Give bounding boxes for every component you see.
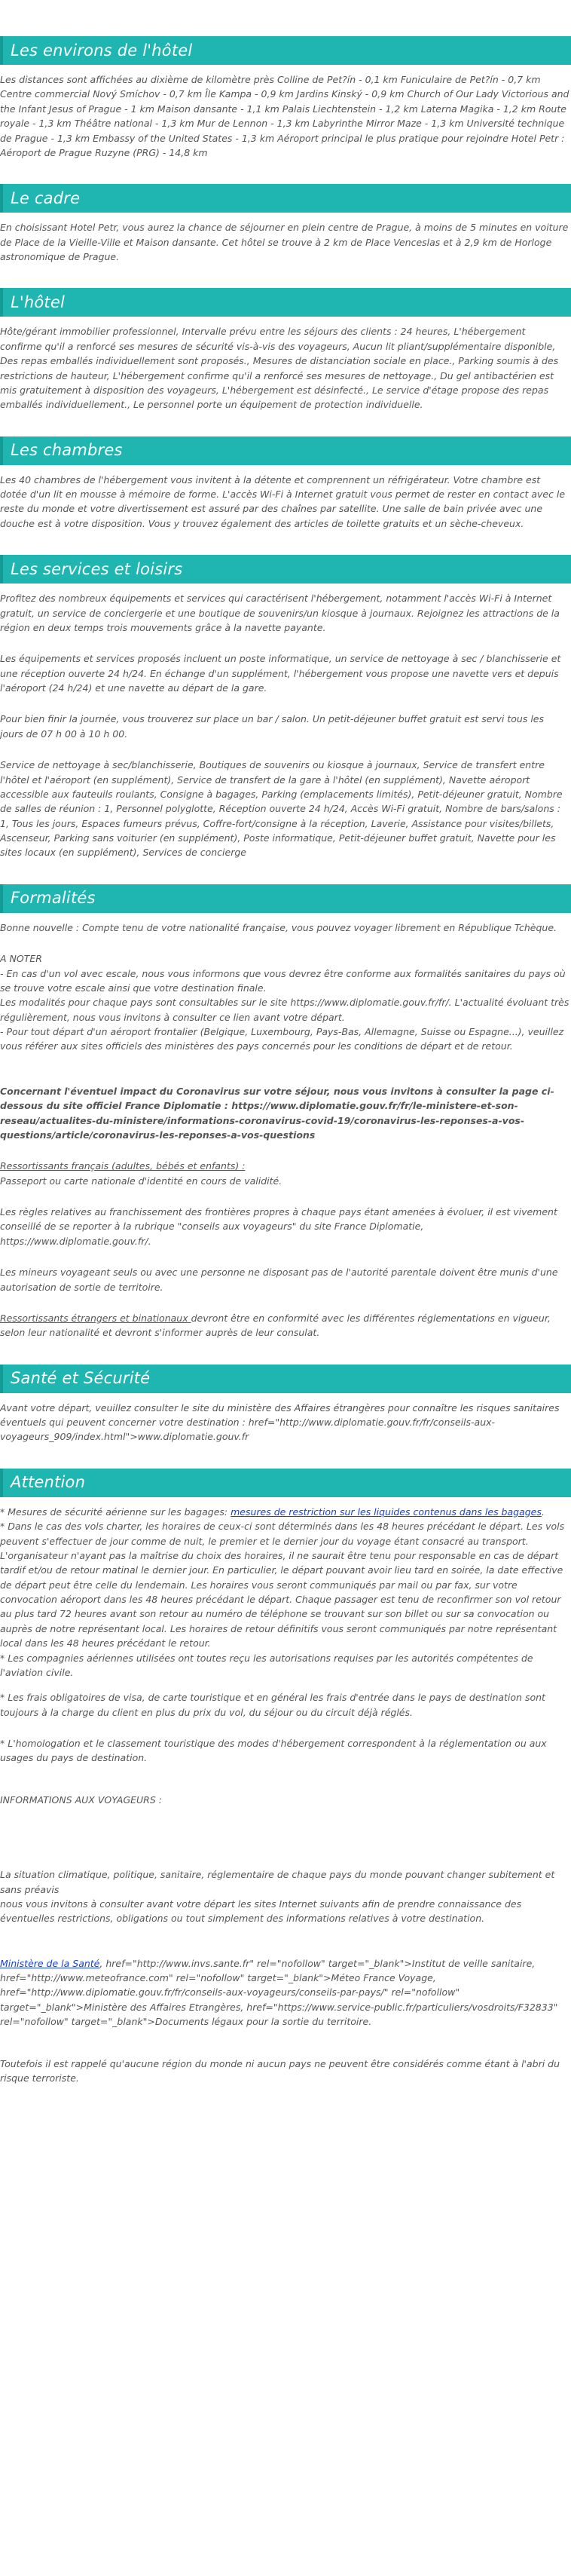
foreign-nationals-body: devront être en conformité avec les différentes réglementations en vigueur, selon leur nationalité et devront s'informer auprès de leur consulat. [0,1312,551,1339]
section-title-sante: Santé et Sécurité [11,1369,151,1388]
covid-notice: Concernant l'éventuel impact du Coronavirus sur votre séjour, nous vous invitons à consulter la page ci-dessous du site officiel France Diplomatie : https://www.diplomatie.gouv.fr/fr/le-ministere-et-son-reseau/actualites-du-ministere/informations-coronavirus-covid-19/coronavirus-les-reponses-a-vos-questions/article/coronavirus-les-reponses-a-vos-questions [0,1085,554,1141]
section-header-services [0,555,571,584]
charter-schedule-notice: * Dans le cas des vols charter, les horaires de ceux-ci sont déterminés dans les 48 heures précédant le départ. Les vols peuvent s'effectuer de jour comme de nuit, le premier et le dernier jour du voyage étant consacré au transport. L'organisateur n'ayant pas la maîtrise du choix des horaires, il ne saurait être tenu pour responsable en cas de départ tardif et/ou de retour matinal le dernier jour. En particulier, le départ pouvant avoir lieu tard en soirée, la date effective de départ peut être celle du lendemain. Les horaires vous seront communiqués par mail ou par fax, sur votre convocation aéroport dans les 48 heures précédant le départ. Chaque passager est tenu de reconfirmer son vol retour au plus tard 72 heures avant son retour au numéro de téléphone se trouvant sur son billet ou sur sa convocation ou auprès de notre représentant local. Les horaires de retour définitifs vous seront communiqués par notre représentant local dans les 48 heures précédant le retour. [0,1521,565,1649]
situation-notice-detail: nous vous invitons à consulter avant votre départ les sites Internet suivants afin de prendre connaissance des éventuelles restrictions, obligations ou tout simplement des informations relatives à votre destination. [0,1898,522,1925]
chambres-body: Les 40 chambres de l'hébergement vous invitent à la détente et comprennent un réfrigérateur. Votre chambre est dotée d'un lit en mousse à mémoire de forme. L'accès Wi-Fi à Internet gratuit vous permet de rester en contact avec le reste du monde et votre divertissement est assuré par des chaînes par satellite. Une salle de bain privée avec une douche est à votre disposition. Vous y trouvez également des articles de toilette gratuits et un sèche-cheveux. [0,473,566,529]
section-header-cadre [0,184,571,213]
baggage-notice-suffix: . [541,1505,545,1518]
liquids-restriction-link[interactable]: mesures de restriction sur les liquides contenus dans les bagages [231,1505,542,1518]
section-header-environs [0,36,571,65]
section-services [0,555,571,860]
traveller-info-heading: INFORMATIONS AUX VOYAGEURS : [0,1793,162,1806]
services-paragraph: Les équipements et services proposés incluent un poste informatique, un service de nettoyage à sec / blanchisserie et une réception ouverte 24 h/24. En échange d'un supplément, l'hébergement vous propose une navette vers et depuis l'aéroport (24 h/24) et une navette au départ de la gare. [0,653,561,694]
fees-notice: * Les frais obligatoires de visa, de carte touristique et en général les frais d'entrée dans le pays de destination sont toujours à la charge du client en plus du prix du vol, du séjour ou du circuit déjà réglés. [0,1692,545,1718]
section-header-chambres [0,436,571,465]
noter-item: Les modalités pour chaque pays sont consultables sur le site https://www.diplomatie.gouv.fr/fr/. L'actualité évoluant très régulièrement, nous vous invitons à consulter ce lien avant votre départ. [0,997,569,1023]
noter-item: - Pour tout départ d'un aéroport frontalier (Belgique, Luxembourg, Pays-Bas, Allemagne, Suisse ou Espagne...), veuillez vous référer aux sites officiels des ministères des pays concernés pour les conditions de départ et de retour. [0,1026,564,1052]
cadre-body: En choisissant Hotel Petr, vous aurez la chance de séjourner en plein centre de Prague, à moins de 5 minutes en voiture de Place de la Vieille-Ville et Maison dansante. Cet hôtel se trouve à 2 km de Place Venceslas et à 2,9 km de Horloge astronomique de Prague. [0,222,569,262]
baggage-notice-prefix: * Mesures de sécurité aérienne sur les bagages: [0,1505,231,1518]
section-header-sante [0,1365,571,1393]
section-title-services: Les services et loisirs [11,559,183,578]
section-cadre [0,184,571,264]
section-title-environs: Les environs de l'hôtel [11,41,193,60]
environs-body: Les distances sont affichées au dixième de kilomètre près Colline de Pet?ín - 0,1 km Funiculaire de Pet?ín - 0,7 km Centre commercial Nový Smíchov - 0,7 km Île Kampa - 0,9 km Jardins Kinský - 0,9 km Church of Our Lady Victorious and the Infant Jesus of Prague - 1 km Maison dansante - 1,1 km Palais Liechtenstein - 1,2 km Laterna Magika - 1,2 km Route royale - 1,3 km Théâtre national - 1,3 km Mur de Lennon - 1,3 km Labyrinthe Mirror Maze - 1,3 km Université technique de Prague - 1,3 km Embassy of the United States - 1,3 km Aéroport principal le plus pratique pour rejoindre Hotel Petr : Aéroport de Prague Ruzyne (PRG) - 14,8 km [0,74,569,158]
section-title-formalites: Formalités [11,889,96,908]
baggage-notice [0,1505,569,1519]
noter-heading: A NOTER [0,953,42,965]
terrorism-notice: Toutefois il est rappelé qu'aucune région du monde ni aucun pays ne peuvent être considérés comme étant à l'abri du risque terroriste. [0,2057,560,2084]
official-links [0,1956,569,2029]
border-rules: Les règles relatives au franchissement des frontières propres à chaque pays étant amenées à évoluer, il est vivement conseillé de se reporter à la rubrique "conseils aux voyageurs" du site France Diplomatie, https://www.diplomatie.gouv.fr/. [0,1206,557,1247]
section-title-attention: Attention [11,1473,86,1492]
section-header-attention [0,1469,571,1497]
french-nationals-body: Passeport ou carte nationale d'identité en cours de validité. [0,1175,282,1187]
section-header-hotel [0,288,571,317]
section-hotel [0,288,571,412]
services-list: Service de nettoyage à sec/blanchisserie, Boutiques de souvenirs ou kiosque à journaux, Service de transfert entre l'hôtel et l'aéroport (en supplément), Service de transfert de la gare à l'hôtel (en supplément), Navette aéroport accessible aux fauteuils roulants, Consigne à bagages, Parking (emplacements limités), Petit-déjeuner gratuit, Nombre de salles de réunion : 1, Personnel polyglotte, Réception ouverte 24 h/24, Accès Wi-Fi gratuit, Nombre de bars/salons : 1, Tous les jours, Espaces fumeurs prévus, Coffre-fort/consigne à la réception, Laverie, Assistance pour visites/billets, Ascenseur, Parking sans voiturier (en supplément), Poste informatique, Petit-déjeuner buffet gratuit, Navette pour les sites locaux (en supplément), Services de concierge [0,759,563,859]
homologation-notice: * L'homologation et le classement touristique des modes d'hébergement correspondent à la réglementation ou aux usages du pays de destination. [0,1738,547,1764]
formalites-intro: Bonne nouvelle : Compte tenu de votre nationalité française, vous pouvez voyager librement en République Tchèque. [0,921,557,933]
foreign-nationals-heading: Ressortissants étrangers et binationaux [0,1312,191,1324]
hotel-body: Hôte/gérant immobilier professionnel, Intervalle prévu entre les séjours des clients : 24 heures, L'hébergement confirme qu'il a renforcé ses mesures de sécurité vis-à-vis des voyageurs, Aucun lit pliant/supplémentaire disponible, Des repas emballés individuellement sont proposés., Mesures de distanciation sociale en place., Parking soumis à des restrictions de hauteur, L'hébergement confirme qu'il a renforcé ses mesures de nettoyage., Du gel antibactérien est mis gratuitement à disposition des voyageurs, L'hébergement est désinfecté., Le service d'étage propose des repas emballés individuellement., Le personnel porte un équipement de protection individuelle. [0,326,559,411]
french-nationals-heading: Ressortissants français (adultes, bébés et enfants) : [0,1160,246,1172]
ministry-health-link[interactable]: Ministère de la Santé [0,1957,100,1969]
section-formalites [0,884,571,1340]
airlines-notice: * Les compagnies aériennes utilisées ont toutes reçu les autorisations requises par les autorités compétentes de l'aviation civile. [0,1652,533,1678]
section-title-chambres: Les chambres [11,441,123,460]
section-header-formalites [0,884,571,913]
services-paragraph: Pour bien finir la journée, vous trouverez sur place un bar / salon. Un petit-déjeuner buffet gratuit est servi tous les jours de 07 h 00 à 10 h 00. [0,713,545,740]
situation-notice: La situation climatique, politique, sanitaire, réglementaire de chaque pays du monde pouvant changer subitement et sans préavis [0,1869,555,1895]
sante-body: Avant votre départ, veuillez consulter le site du ministère des Affaires étrangères pour connaître les risques sanitaires éventuels qui peuvent concerner votre destination : href="http://www.diplomatie.gouv.fr/fr/conseils-aux-voyageurs_909/index.html">www.diplomatie.gouv.fr [0,1401,560,1443]
minors-notice: Les mineurs voyageant seuls ou avec une personne ne disposant pas de l'autorité parentale doivent être munis d'une autorisation de sortie de territoire. [0,1267,558,1293]
section-title-hotel: L'hôtel [11,293,66,312]
section-chambres [0,436,571,531]
foreign-nationals [0,1311,569,1340]
official-links-rest: , href="http://www.invs.sante.fr" rel="nofollow" target="_blank">Institut de veille sanitaire, href="http://www.meteofrance.com" rel="nofollow" target="_blank">Méteo France Voyage, href="http://www.diplomatie.gouv.fr/fr/conseils-aux-voyageurs/conseils-par-pays/" rel="nofollow" target="_blank">Ministère des Affaires Etrangères, href="https://www.service-public.fr/particuliers/vosdroits/F32833" rel="nofollow" target="_blank">Documents légaux pour la sortie du territoire. [0,1957,558,2028]
services-paragraph: Profitez des nombreux équipements et services qui caractérisent l'hébergement, notamment l'accès Wi-Fi à Internet gratuit, un service de conciergerie et une boutique de souvenirs/un kiosque à journaux. Rejoignez les attractions de la région en deux temps trois mouvements grâce à la navette payante. [0,593,560,633]
section-sante [0,1365,571,1444]
section-attention [0,1469,571,2086]
section-environs [0,36,571,160]
section-title-cadre: Le cadre [11,188,81,207]
noter-item: - En cas d'un vol avec escale, nous vous informons que vous devrez être conforme aux formalités sanitaires du pays où se trouve votre escale ainsi que votre destination finale. [0,967,566,994]
